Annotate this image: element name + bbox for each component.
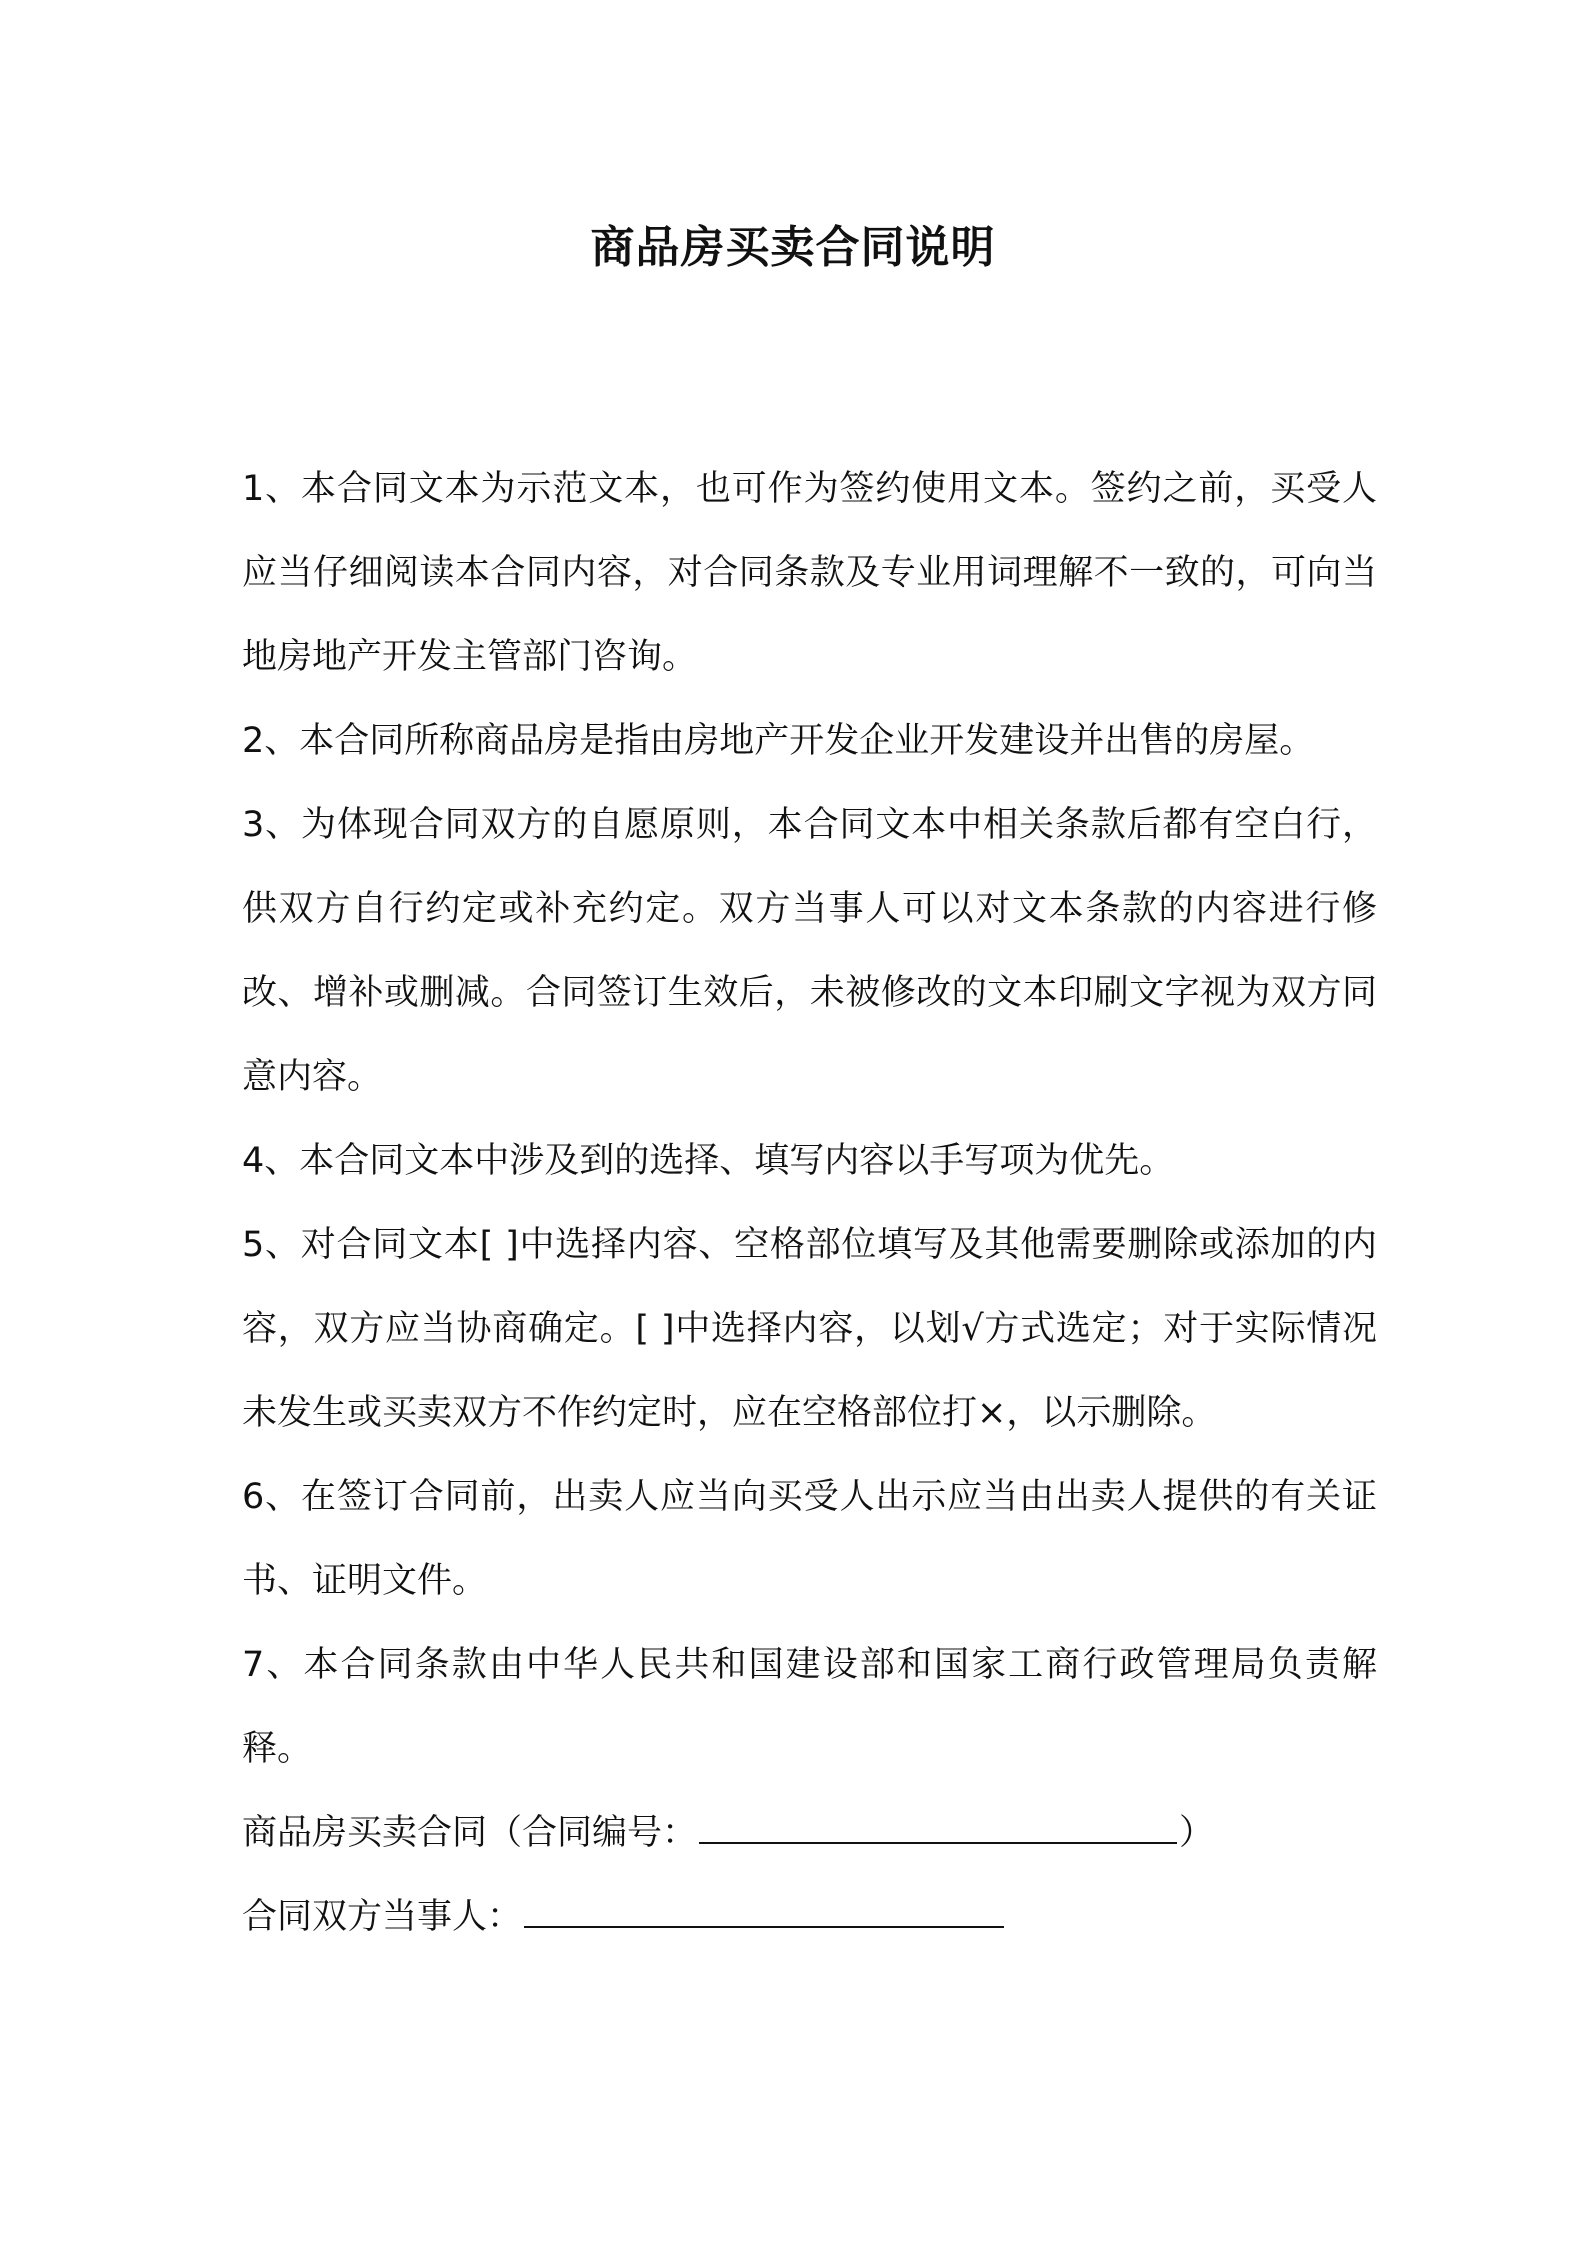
clause-1: 1、本合同文本为示范文本，也可作为签约使用文本。签约之前，买受人应当仔细阅读本合同内容，对合同条款及专业用词理解不一致的，可向当地房地产开发主管部门咨询。 <box>242 469 1377 677</box>
clause-5: 5、对合同文本[ ]中选择内容、空格部位填写及其他需要删除或添加的内容，双方应当协商确定。[ ]中选择内容，以划√方式选定；对于实际情况未发生或买卖双方不作约定时，应在空格部位打×，以示删除。 <box>242 1225 1377 1433</box>
contract-number-line <box>242 1791 1377 1875</box>
clause-6: 6、在签订合同前，出卖人应当向买受人出示应当由出卖人提供的有关证书、证明文件。 <box>242 1477 1377 1601</box>
document-title: 商品房买卖合同说明 <box>590 222 996 273</box>
clause-4: 4、本合同文本中涉及到的选择、填写内容以手写项为优先。 <box>242 1141 1175 1181</box>
clause-2: 2、本合同所称商品房是指由房地产开发企业开发建设并出售的房屋。 <box>242 721 1315 761</box>
contract-number-closing: ） <box>1179 1813 1215 1853</box>
parties-label: 合同双方当事人： <box>242 1897 523 1937</box>
parties-blank[interactable] <box>524 1892 1004 1928</box>
parties-line <box>242 1875 1377 1959</box>
clause-7: 7、本合同条款由中华人民共和国建设部和国家工商行政管理局负责解释。 <box>242 1645 1377 1769</box>
clause-3: 3、为体现合同双方的自愿原则，本合同文本中相关条款后都有空白行，供双方自行约定或补充约定。双方当事人可以对文本条款的内容进行修改、增补或删减。合同签订生效后，未被修改的文本印刷文字视为双方同意内容。 <box>242 805 1377 1097</box>
document-body <box>242 447 1377 1959</box>
contract-number-blank[interactable] <box>699 1808 1177 1844</box>
contract-number-label: 商品房买卖合同（合同编号： <box>242 1813 698 1853</box>
